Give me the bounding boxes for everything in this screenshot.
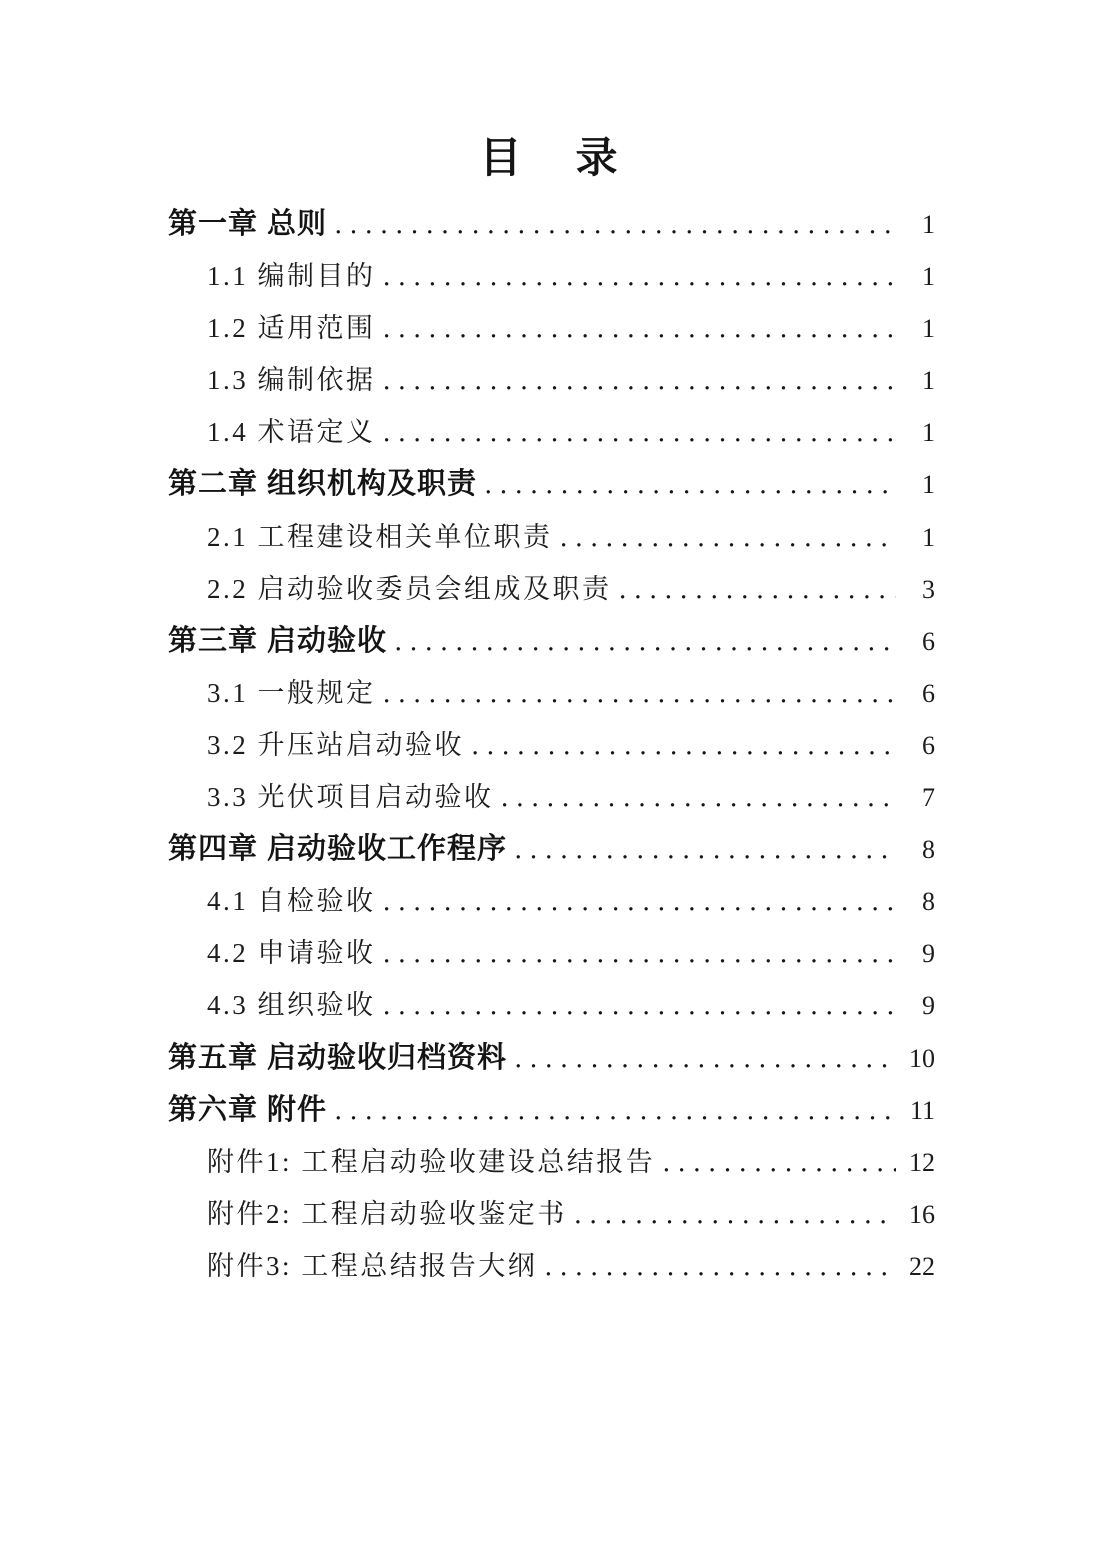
toc-entry-page-number: 8 [922, 835, 935, 865]
toc-entry-label: 第三章 启动验收 [168, 624, 388, 657]
toc-entry-page-number: 1 [922, 314, 935, 344]
dot-leader [383, 887, 897, 917]
toc-entry-page-number: 6 [922, 730, 935, 760]
toc-entry-label: 3.2 升压站启动验收 [207, 729, 464, 760]
toc-entry-section-1-3 [168, 354, 935, 406]
toc-entry-label: 4.1 自检验收 [207, 886, 376, 917]
toc-entry-label: 附件1: 工程启动验收建设总结报告 [207, 1146, 656, 1177]
dot-leader [383, 679, 897, 709]
toc-entry-page-number: 9 [922, 991, 935, 1021]
toc-entry-label: 第一章 总则 [168, 208, 328, 240]
toc-entry-page-number: 16 [909, 1199, 935, 1229]
toc-entry-label: 2.1 工程建设相关单位职责 [207, 521, 553, 552]
toc-entry-label: 附件3: 工程总结报告大纲 [207, 1250, 538, 1281]
toc-entry-page-number: 9 [922, 939, 935, 969]
toc-entry-section-3-3 [168, 771, 935, 823]
toc-entry-label: 附件2: 工程启动验收鉴定书 [207, 1198, 567, 1229]
toc-entry-page-number: 1 [922, 470, 935, 500]
dot-leader [383, 991, 897, 1021]
dot-leader [514, 835, 896, 865]
toc-entry-chapter-3 [168, 615, 935, 667]
toc-entry-label: 1.4 术语定义 [207, 417, 376, 448]
toc-entry-section-3-1 [168, 667, 935, 719]
dot-leader [394, 627, 896, 657]
toc-entry-section-2-1 [168, 511, 935, 563]
toc-entry-page-number: 3 [922, 574, 935, 604]
toc-entry-section-1-2 [168, 302, 935, 354]
dot-leader [383, 939, 897, 969]
toc-entry-label: 1.1 编制目的 [207, 261, 376, 292]
toc-entry-attachment-1 [168, 1136, 935, 1188]
dot-leader [383, 314, 897, 344]
toc-entry-chapter-5 [168, 1032, 935, 1084]
toc-entry-page-number: 6 [922, 678, 935, 708]
toc-entry-chapter-1 [168, 198, 935, 250]
toc-entry-section-4-2 [168, 927, 935, 979]
toc-entry-label: 第六章 附件 [168, 1093, 328, 1126]
toc-entry-section-1-1 [168, 250, 935, 302]
toc-entry-page-number: 12 [909, 1147, 935, 1177]
toc-entry-label: 1.3 编制依据 [207, 365, 376, 396]
toc-entry-label: 3.3 光伏项目启动验收 [207, 782, 494, 813]
toc-entry-chapter-2 [168, 458, 935, 510]
dot-leader [662, 1148, 896, 1178]
page-title: 目 录 [479, 134, 624, 181]
toc-entry-section-3-2 [168, 719, 935, 771]
toc-entry-label: 第五章 启动验收归档资料 [168, 1041, 508, 1074]
dot-leader [471, 731, 896, 761]
toc-entry-page-number: 8 [922, 887, 935, 917]
toc-entry-section-1-4 [168, 406, 935, 458]
dot-leader [560, 523, 897, 553]
toc-entry-chapter-4 [168, 823, 935, 875]
toc-entry-page-number: 1 [922, 522, 935, 552]
dot-leader [383, 262, 897, 292]
toc-entry-label: 第四章 启动验收工作程序 [168, 833, 508, 866]
toc-entry-page-number: 10 [909, 1043, 935, 1073]
dot-leader [484, 470, 896, 500]
toc-entry-page-number: 7 [922, 783, 935, 813]
dot-leader [383, 366, 897, 396]
dot-leader [619, 575, 897, 605]
toc-entry-label: 3.1 一般规定 [207, 677, 376, 708]
toc-entry-page-number: 11 [909, 1095, 935, 1125]
toc-entry-label: 2.2 启动验收委员会组成及职责 [207, 573, 612, 604]
toc-entry-page-number: 1 [922, 210, 935, 239]
toc-entry-section-4-3 [168, 979, 935, 1031]
toc-entry-section-2-2 [168, 563, 935, 615]
toc-entry-label: 4.3 组织验收 [207, 990, 376, 1021]
dot-leader [383, 418, 897, 448]
toc-entry-page-number: 1 [922, 418, 935, 448]
toc-entry-attachment-3 [168, 1240, 935, 1292]
toc-entry-page-number: 1 [922, 366, 935, 396]
dot-leader [334, 210, 896, 240]
dot-leader [514, 1044, 896, 1074]
toc-entry-attachment-2 [168, 1188, 935, 1240]
dot-leader [501, 783, 897, 813]
dot-leader [334, 1096, 896, 1126]
toc-entry-section-4-1 [168, 875, 935, 927]
toc-entry-page-number: 22 [909, 1251, 935, 1281]
toc-entry-chapter-6 [168, 1084, 935, 1136]
toc-entry-page-number: 6 [922, 626, 935, 656]
toc-entry-label: 1.2 适用范围 [207, 313, 376, 344]
dot-leader [574, 1200, 896, 1230]
toc-entry-label: 4.2 申请验收 [207, 938, 376, 969]
dot-leader [544, 1252, 896, 1282]
toc-entry-page-number: 1 [922, 262, 935, 292]
toc-entry-label: 第二章 组织机构及职责 [168, 468, 478, 501]
table-of-contents [168, 198, 935, 1292]
